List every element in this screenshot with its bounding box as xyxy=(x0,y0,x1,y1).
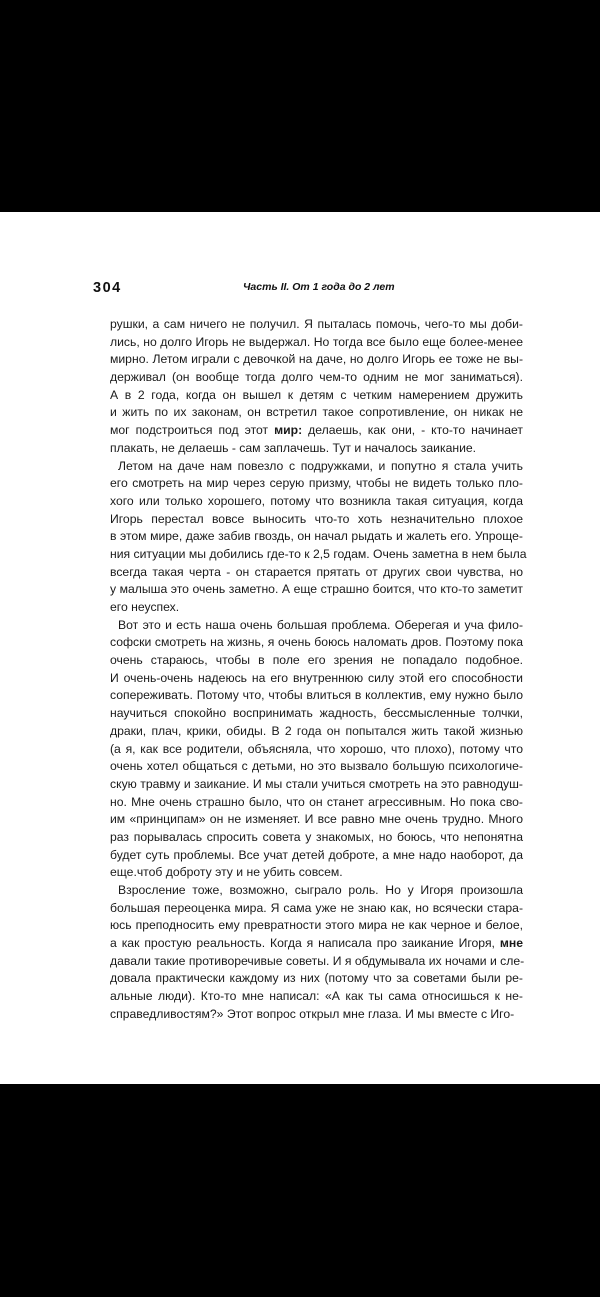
text-line: справедливостям?» Этот вопрос открыл мне глаза. И мы вместе с Иго- xyxy=(110,1006,515,1021)
text-line: его неуспех. xyxy=(110,600,180,614)
text-line: его смотреть на мир через серую призму, чтобы не видеть только пло- xyxy=(110,476,523,491)
paragraph xyxy=(110,617,523,882)
text-line: Игорь перестал вовсе выносить что-то хоть незначительно плохое xyxy=(110,511,523,526)
text-line: и жить по их законам, он встретил такое сопротивление, он никак не xyxy=(110,405,523,420)
text-line: альные люди). Кто-то мне написал: «А как ты сама относишься к не- xyxy=(110,989,523,1004)
text-line: а как простую реальность. Когда я написала про заикание Игоря, мне xyxy=(110,936,523,951)
text-line: очень стараюсь, чтобы в поле его зрения не попадало подобное. xyxy=(110,653,523,668)
text-line: рушки, а сам ничего не получил. Я пыталась помочь, чего-то мы доби- xyxy=(110,317,523,331)
text-line: но. Мне очень страшно было, что он станет агрессивным. Но пока сво- xyxy=(110,794,523,809)
text-line: И очень-очень надеюсь на его внутреннюю силу этой его способности xyxy=(110,670,523,685)
text-line: еще.чтоб доброту эту и не убить совсем. xyxy=(110,865,343,880)
page-number: 304 xyxy=(93,280,122,296)
text-line: научиться спокойно воспринимать жадность, бессмысленные толчки, xyxy=(110,706,523,721)
text-line: драки, плач, крики, обиды. В 2 года он попытался жить такой жизнью xyxy=(110,723,523,738)
text-line: А в 2 года, когда он вышел к детям с четким намерением дружить xyxy=(110,387,523,402)
text-line: лись, но долго Игорь не выдержал. Но тогда все было еще более-менее xyxy=(110,334,523,349)
running-head: Часть II. От 1 года до 2 лет xyxy=(243,281,395,293)
text-line: мог подстроиться под этот мир: делаешь, как они, - кто-то начинает xyxy=(110,423,523,438)
text-line: скую травму и заикание. И мы стали учиться смотреть на это равнодуш- xyxy=(110,776,523,791)
text-line: хого или только хорошего, потому что возникла такая ситуация, когда xyxy=(110,493,523,508)
text-line: им «принципам» он не изменяет. И все равно мне очень трудно. Много xyxy=(110,812,523,827)
text-line: давали такие противоречивые советы. И я обдумывала их ночами и сле- xyxy=(110,953,525,968)
text-line: держивал (он вообще тогда долго чем-то одним не мог заниматься). xyxy=(110,370,523,385)
text-line: (а я, как все родители, объясняла, что хорошо, что плохо), потому что xyxy=(110,741,523,756)
text-line: всегда такая черта - он старается прятать от других свои чувства, но xyxy=(110,564,523,579)
body-text xyxy=(110,316,527,1024)
text-line: Вот это и есть наша очень большая проблема. Оберегая и уча фило- xyxy=(118,617,523,632)
text-line: плакать, не делаешь - сам заплачешь. Тут и началось заикание. xyxy=(110,440,477,455)
text-line: ния ситуации мы добились где-то к 2,5 годам. Очень заметна в нем была xyxy=(110,546,527,561)
text-line: довала практически каждому из них (потому что за советами были ре- xyxy=(110,971,523,986)
text-line: сопереживать. Потому что, чтобы влиться в коллектив, ему нужно было xyxy=(110,688,523,703)
paragraph xyxy=(110,882,523,1024)
text-line: юсь преподносить ему превратности этого мира не как черное и белое, xyxy=(110,918,523,933)
text-line: у малыша это очень заметно. А еще страшно боится, что кто-то заметит xyxy=(110,582,523,597)
paragraph xyxy=(110,316,523,458)
text-line: софски смотреть на жизнь, я очень боюсь наломать дров. Поэтому пока xyxy=(110,635,523,650)
text-line: раз порывалась спросить совета у знакомых, но боюсь, что непонятна xyxy=(110,829,523,844)
text-line: мирно. Летом играли с девочкой на даче, но долго Игорь ее тоже не вы- xyxy=(110,352,523,367)
text-line: Летом на даче нам повезло с подружками, и попутно я стала учить xyxy=(118,458,523,473)
page-header xyxy=(93,280,523,300)
text-line: будет суть проблемы. Все учат детей доброте, а мне надо наоборот, да xyxy=(110,847,523,862)
book-page xyxy=(0,212,600,1084)
text-line: в этом мире, даже забив гвоздь, он начал рыдать и жалеть его. Упроще- xyxy=(110,529,523,544)
text-line: большая переоценка мира. Я сама уже не знаю как, но всячески стара- xyxy=(110,900,523,915)
text-line: очень хотел общаться с детьми, но это вызвало большую психологиче- xyxy=(110,759,523,774)
text-line: Взросление тоже, возможно, сыграло роль. Но у Игоря произошла xyxy=(118,883,523,897)
paragraph xyxy=(110,458,527,617)
